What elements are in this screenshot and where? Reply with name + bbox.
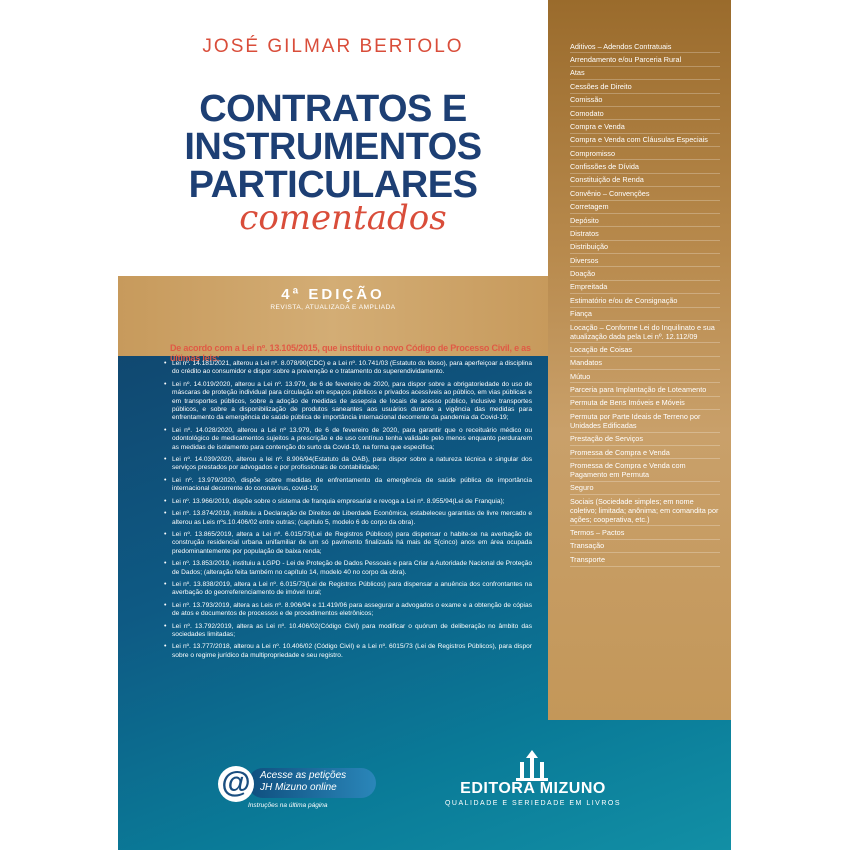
laws-list xyxy=(164,360,532,664)
list-item: Termos – Pactos xyxy=(570,526,720,539)
edition-note: REVISTA, ATUALIZADA E AMPLIADA xyxy=(270,304,396,311)
list-item: • Lei nº. 13.792/2019, altera as Lei nº. 10.406/02(Código Civil) para modificar o quórum de deliberação no âmbito das sociedades limitadas; xyxy=(164,623,532,640)
list-item: Fiança xyxy=(570,308,720,321)
book-subtitle: comentados xyxy=(239,198,447,238)
list-item: Parceria para Implantação de Loteamento xyxy=(570,383,720,396)
list-item: • Lei nº. 13.865/2019, altera a Lei nº. 6.015/73(Lei de Registros Públicos) para dispensar o habite-se na averbação de construção residencial urbana unifamiliar de um só pavimento finalizada há mais de 5(cinco) anos em área ocupada predominantemente por população de baixa renda; xyxy=(164,531,532,556)
list-item: Transporte xyxy=(570,553,720,566)
list-item: Promessa de Compra e Venda xyxy=(570,446,720,459)
list-item: Doação xyxy=(570,267,720,280)
list-item: Atas xyxy=(570,67,720,80)
list-item: Estimatório e/ou de Consignação xyxy=(570,294,720,307)
list-item: • Lei nº. 13.853/2019, instituiu a LGPD - Lei de Proteção de Dados Pessoais e para Criar a Autoridade Nacional de Proteção de Dados; (alteração feita também no capítulo 14, modelo 40 no corpo da obra). xyxy=(164,560,532,577)
list-item: Sociais (Sociedade simples; em nome coletivo; limitada; anônima; em comandita por ações; cooperativa, etc.) xyxy=(570,495,720,526)
list-item: Compra e Venda com Cláusulas Especiais xyxy=(570,134,720,147)
list-item: • Lei nº. 13.793/2019, altera as Leis nº. 8.906/94 e 11.419/06 para assegurar a advogados o exame e a obtenção de cópias de atos e documentos de processos e de procedimentos eletrônicos; xyxy=(164,602,532,619)
list-item: Locação de Coisas xyxy=(570,343,720,356)
author-name: JOSÉ GILMAR BERTOLO xyxy=(202,36,464,57)
list-item: • Lei nº. 13.838/2019, altera a Lei nº. 6.015/73(Lei de Registros Públicos) para dispensar a anuência dos confrontantes na averbação do georreferenciamento de imóvel rural; xyxy=(164,581,532,598)
list-item: Promessa de Compra e Venda com Pagamento em Permuta xyxy=(570,459,720,481)
at-sign-icon: @ xyxy=(218,766,254,802)
access-note: Instruções na última página xyxy=(248,802,328,809)
list-item: Locação – Conforme Lei do Inquilinato e sua atualização dada pela Lei nº. 12.112/09 xyxy=(570,321,720,343)
list-item: Distratos xyxy=(570,227,720,240)
list-item: Comissão xyxy=(570,94,720,107)
list-item: Comodato xyxy=(570,107,720,120)
list-item: • Lei nº. 13.777/2018, alterou a Lei nº. 10.406/02 (Código Civil) e a Lei nº. 6015/73 (Lei de Registros Públicos), para dispor sobre o regime jurídico da multipropriedade e seu registro. xyxy=(164,643,532,660)
list-item: Mandatos xyxy=(570,357,720,370)
list-item: Compra e Venda xyxy=(570,120,720,133)
list-item: Aditivos – Adendos Contratuais xyxy=(570,40,720,53)
list-item: Depósito xyxy=(570,214,720,227)
list-item: Constituição de Renda xyxy=(570,174,720,187)
list-item: • Lei nº. 13.979/2020, dispõe sobre medidas de enfrentamento da emergência de saúde pública de importância internacional decorrente do coronavírus, covid-19; xyxy=(164,477,532,494)
list-item: • Lei nº. 13.874/2019, instituiu a Declaração de Direitos de Liberdade Econômica, estabeleceu garantias de livre mercado e alterou as Leis nºs.10.406/02 entre outras; (capítulo 5, modelo 6 do corpo da obra). xyxy=(164,510,532,527)
book-cover xyxy=(118,0,731,850)
access-line-2: JH Mizuno online xyxy=(260,782,337,793)
list-item: • Lei nº. 14.028/2020, alterou a Lei nº 13.979, de 6 de fevereiro de 2020, para garantir que o receituário médico ou odontológico de medicamentos sujeitos a prescrição e de uso contínuo tenha validade pelo menos enquanto perdurarem as medidas de isolamento para contenção do surto da Covid-19, na forma que especifica; xyxy=(164,427,532,452)
list-item: Permuta por Parte Ideais de Terreno por Unidades Edificadas xyxy=(570,410,720,432)
list-item: Prestação de Serviços xyxy=(570,433,720,446)
title-line: PARTICULARES xyxy=(188,164,478,206)
laws-heading: De acordo com a Lei nº. 13.105/2015, que instituiu o novo Código de Processo Civil, e as últimas leis: xyxy=(170,343,531,363)
list-item: Confissões de Dívida xyxy=(570,160,720,173)
publisher-tagline: QUALIDADE E SERIEDADE EM LIVROS xyxy=(444,800,622,807)
list-item: Transação xyxy=(570,540,720,553)
list-item: • Lei nº. 13.966/2019, dispõe sobre o sistema de franquia empresarial e revoga a Lei nº. 8.955/94(Lei de Franquia); xyxy=(164,498,532,506)
list-item: • Lei nº. 14.039/2020, alterou a lei nº. 8.906/94(Estatuto da OAB), para dispor sobre a natureza técnica e singular dos serviços prestados por advogados e por profissionais de contabilidade; xyxy=(164,456,532,473)
list-item: Seguro xyxy=(570,482,720,495)
list-item: Distribuição xyxy=(570,241,720,254)
mizuno-logo-icon xyxy=(512,748,552,782)
list-item: • Lei nº. 14.181/2021, alterou a Lei nº. 8.078/90(CDC) e a Lei nº. 10.741/03 (Estatuto do Idoso), para aperfeiçoar a disciplina do crédito ao consumidor e dispor sobre a prevenção e o tratamento do superendividamento. xyxy=(164,360,532,377)
list-item: • Lei nº. 14.019/2020, alterou a Lei nº. 13.979, de 6 de fevereiro de 2020, para dispor sobre a obrigatoriedade do uso de máscaras de proteção individual para circulação em espaços públicos e privados acessíveis ao público, em vias públicas e em transportes públicos, sobre a adoção de medidas de assepsia de locais de acesso público, inclusive transportes públicos, e sobre a disponibilização de produtos saneantes aos usuários durante a vigência das medidas para enfrentamento da emergência de saúde pública de importância internacional decorrente da pandemia da Covid-19; xyxy=(164,381,532,423)
access-line-1: Acesse as petições xyxy=(260,770,347,781)
book-title xyxy=(118,90,548,204)
list-item: Mútuo xyxy=(570,370,720,383)
publisher-name: EDITORA MIZUNO xyxy=(460,780,606,797)
list-item: Convênio – Convenções xyxy=(570,187,720,200)
list-item: Diversos xyxy=(570,254,720,267)
list-item: Cessões de Direito xyxy=(570,80,720,93)
title-line: CONTRATOS E xyxy=(199,88,467,130)
publisher-logo xyxy=(418,748,648,808)
list-item: Compromisso xyxy=(570,147,720,160)
topics-list xyxy=(570,40,720,567)
list-item: Permuta de Bens Imóveis e Móveis xyxy=(570,397,720,410)
list-item: Arrendamento e/ou Parceria Rural xyxy=(570,53,720,66)
list-item: Empreitada xyxy=(570,281,720,294)
title-line: INSTRUMENTOS xyxy=(184,126,482,168)
edition-label: 4ª EDIÇÃO xyxy=(281,286,385,303)
online-access-badge xyxy=(218,766,383,812)
list-item: Corretagem xyxy=(570,201,720,214)
